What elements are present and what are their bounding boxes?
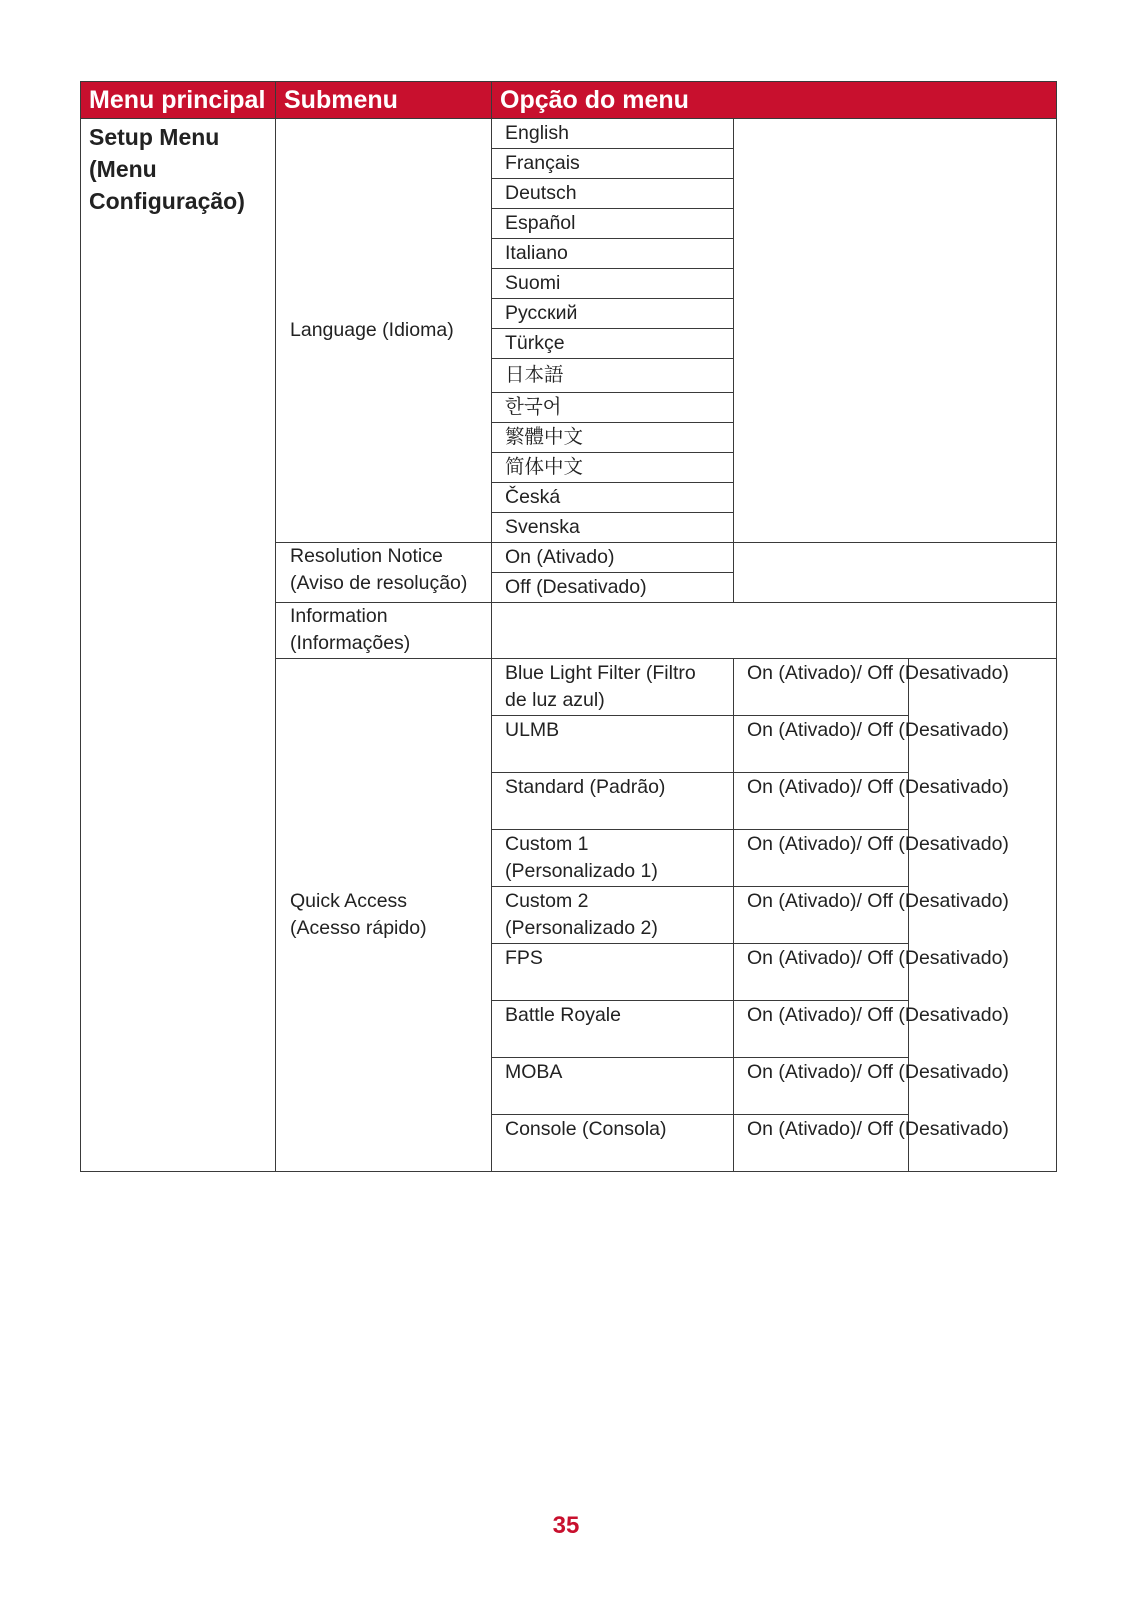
quick-access-value: On (Ativado)/ Off (Desativado) [734,830,909,887]
menu-table [80,81,1057,1172]
page-number: 35 [552,1512,580,1539]
empty-cell [734,119,1057,543]
quick-access-value: On (Ativado)/ Off (Desativado) [734,659,909,716]
language-option: Русский [492,299,734,329]
language-option: English [492,119,734,149]
language-option: Italiano [492,239,734,269]
quick-access-item: Blue Light Filter (Filtro de luz azul) [492,659,734,716]
submenu-quick-access: Quick Access (Acesso rápido) [276,659,492,1172]
language-option: 日本語 [492,359,734,393]
quick-access-item: Console (Consola) [492,1115,734,1172]
header-menu-option: Opção do menu [492,82,1057,119]
empty-cell [492,603,1057,659]
quick-access-item: Custom 2 (Personalizado 2) [492,887,734,944]
quick-access-value: On (Ativado)/ Off (Desativado) [734,773,909,830]
quick-access-item: Battle Royale [492,1001,734,1058]
submenu-language: Language (Idioma) [276,119,492,543]
submenu-resolution-notice: Resolution Notice (Aviso de resolução) [276,543,492,603]
quick-access-value: On (Ativado)/ Off (Desativado) [734,887,909,944]
language-option: Français [492,149,734,179]
quick-access-item: MOBA [492,1058,734,1115]
language-option: 한국어 [492,393,734,423]
header-row [81,82,1057,119]
quick-access-value: On (Ativado)/ Off (Desativado) [734,716,909,773]
header-main-menu: Menu principal [81,82,276,119]
resolution-option: On (Ativado) [492,543,734,573]
language-option: Deutsch [492,179,734,209]
quick-access-value: On (Ativado)/ Off (Desativado) [734,1001,909,1058]
language-option: 繁體中文 [492,423,734,453]
header-submenu: Submenu [276,82,492,119]
quick-access-value: On (Ativado)/ Off (Desativado) [734,1115,909,1172]
resolution-option: Off (Desativado) [492,573,734,603]
language-option: Türkçe [492,329,734,359]
language-option: Svenska [492,513,734,543]
language-option: 简体中文 [492,453,734,483]
language-option: Česká [492,483,734,513]
quick-access-value: On (Ativado)/ Off (Desativado) [734,944,909,1001]
quick-access-item: ULMB [492,716,734,773]
language-option: Español [492,209,734,239]
quick-access-item: Custom 1 (Personalizado 1) [492,830,734,887]
table-row [81,119,1057,149]
quick-access-item: FPS [492,944,734,1001]
language-option: Suomi [492,269,734,299]
submenu-information: Information (Informações) [276,603,492,659]
quick-access-value: On (Ativado)/ Off (Desativado) [734,1058,909,1115]
empty-cell [734,543,1057,603]
main-menu-cell: Setup Menu (Menu Configuração) [81,119,276,1172]
quick-access-item: Standard (Padrão) [492,773,734,830]
